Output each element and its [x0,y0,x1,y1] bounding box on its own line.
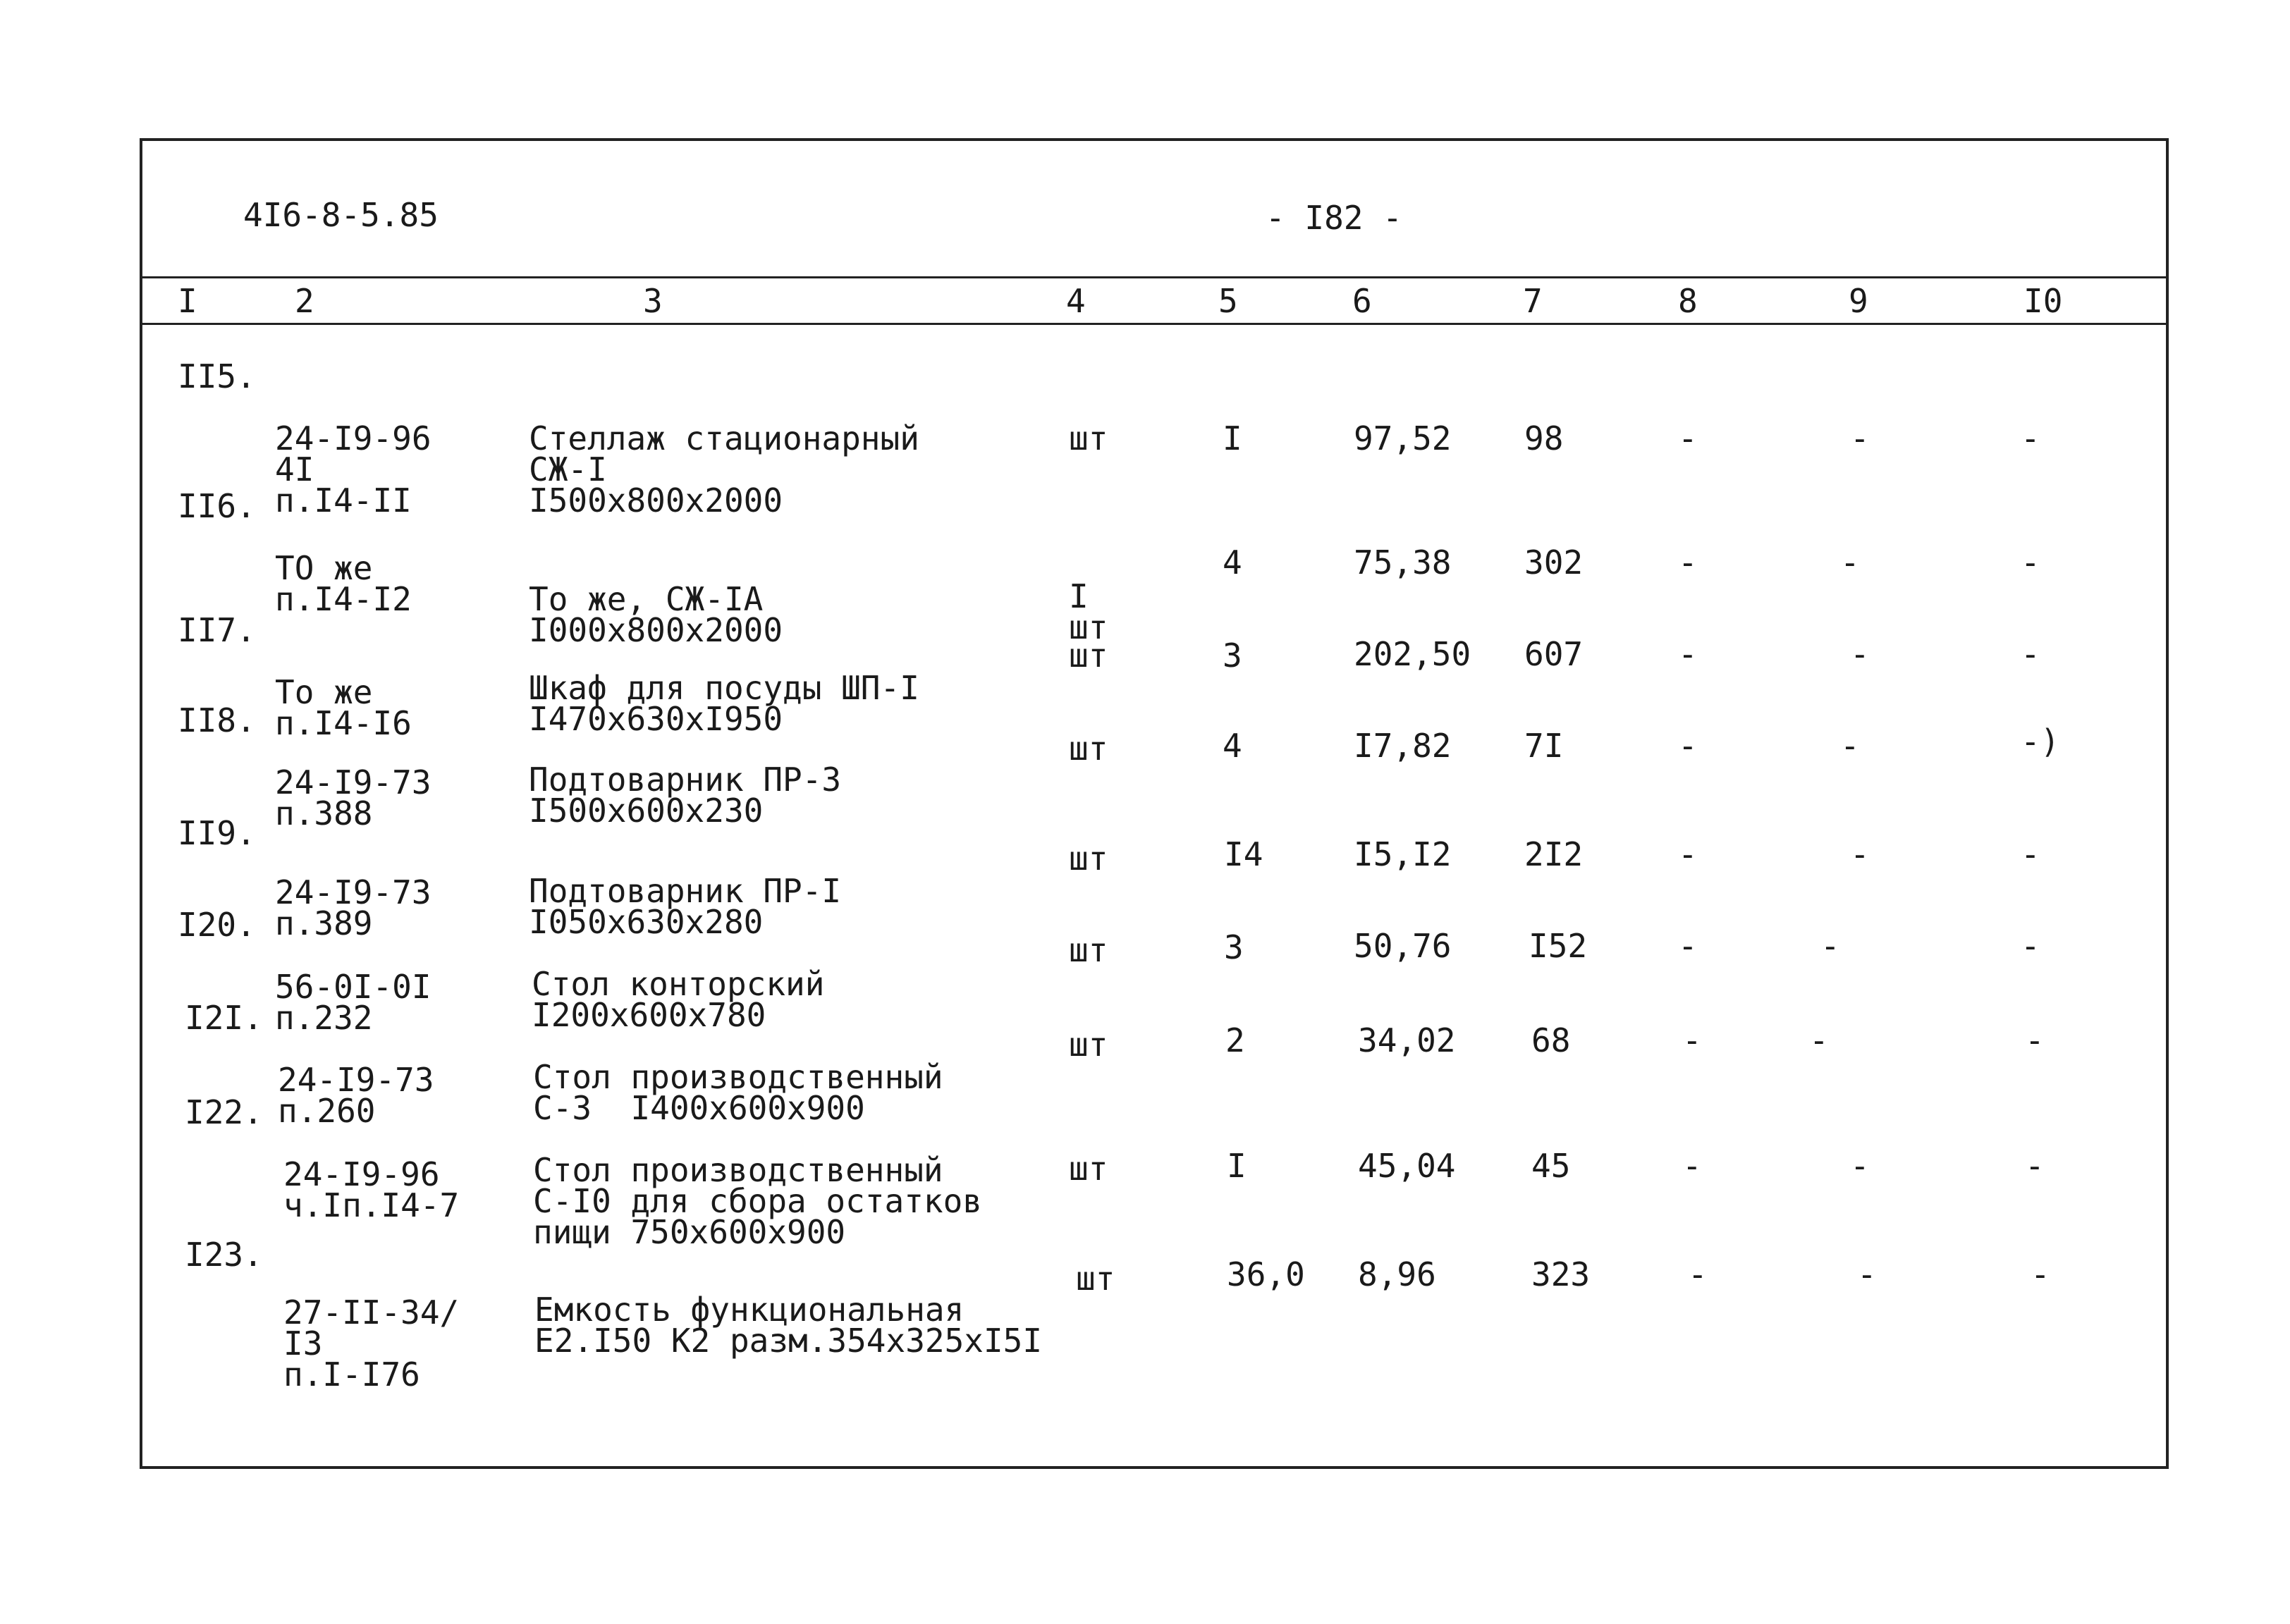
row-unit: шт [1069,931,1108,969]
row-number: I23. [185,1236,263,1274]
row-col10: - [2031,1255,2050,1293]
row-total: 68 [1531,1021,1571,1059]
row-price: 34,02 [1358,1021,1456,1059]
row-col8: - [1688,1255,1708,1293]
row-name: Стеллаж стационарный СЖ-I I500x800x2000 [529,419,919,519]
row-reference: 24-I9-96 4I п.I4-II [275,419,431,519]
row-total: 7I [1524,727,1564,765]
row-number: II5. [178,357,256,395]
row-number: I2I. [185,999,263,1037]
row-name: Шкаф для посуды ШП-I I470x630xI950 [529,669,919,738]
row-quantity: 3 [1224,928,1244,966]
row-name: То же, СЖ-IА I000x800x2000 [529,580,783,649]
row-price: 50,76 [1354,927,1452,965]
row-col10: - [2025,1147,2045,1185]
row-price: I7,82 [1354,727,1452,765]
row-col10: - [2021,835,2040,873]
row-col9: - [1809,1021,1829,1059]
row-price: 8,96 [1358,1255,1436,1293]
col-header-2: 2 [295,282,314,320]
row-reference: 27-II-34/ I3 п.I-I76 [283,1293,460,1394]
row-reference: 24-I9-73 п.388 [275,763,431,832]
row-total: 45 [1531,1147,1571,1185]
col-header-10: I0 [2023,282,2063,320]
row-number: II9. [178,814,256,852]
row-quantity: 2 [1225,1021,1245,1059]
row-unit: шт [1069,730,1108,768]
row-unit: I шт [1069,577,1108,646]
row-col9: - [1840,727,1860,765]
row-col9: - [1857,1255,1877,1293]
row-quantity: I [1223,419,1242,457]
row-price: 97,52 [1354,419,1452,457]
row-reference: 24-I9-96 ч.Iп.I4-7 [283,1155,460,1224]
row-col10: - [2021,635,2040,673]
row-col10: -) [2021,722,2060,761]
row-name: Емкость функциональная Е2.I50 К2 разм.354x325xI5I [534,1291,1043,1360]
col-header-1: I [178,282,197,320]
row-reference: То же п.I4-I6 [275,673,412,742]
row-col9: - [1840,543,1860,582]
row-number: II7. [178,611,256,649]
col-header-9: 9 [1849,282,1868,320]
row-col9: - [1850,419,1870,457]
row-col8: - [1678,635,1698,673]
row-price: 45,04 [1358,1147,1456,1185]
row-col9: - [1820,927,1840,965]
row-unit: шт [1069,419,1108,457]
row-col8: - [1678,927,1698,965]
row-unit: шт [1069,636,1108,675]
row-col10: - [2021,927,2040,965]
row-number: II6. [178,487,256,525]
row-unit: шт [1076,1260,1115,1298]
row-quantity: 36,0 [1227,1255,1305,1293]
row-col10: - [2021,419,2040,457]
row-col9: - [1850,635,1870,673]
row-col9: - [1850,1147,1870,1185]
row-name: Подтоварник ПР-3 I500x600x230 [529,761,842,830]
row-reference: ТО же п.I4-I2 [275,549,412,618]
row-total: 98 [1524,419,1564,457]
row-number: I22. [185,1093,263,1131]
row-quantity: 4 [1223,543,1242,582]
row-quantity: I [1227,1147,1247,1185]
col-header-4: 4 [1066,282,1086,320]
row-col10: - [2025,1021,2045,1059]
page-number: - I82 - [1266,199,1402,237]
row-col8: - [1678,727,1698,765]
col-header-7: 7 [1523,282,1543,320]
row-col8: - [1678,835,1698,873]
row-price: 75,38 [1354,543,1452,582]
column-header-rule [140,323,2166,325]
col-header-3: 3 [643,282,663,320]
row-name: Стол производственный С-I0 для сбора остатков пищи 750x600x900 [533,1151,982,1251]
row-quantity: I4 [1224,835,1263,873]
row-col9: - [1850,835,1870,873]
row-name: Стол производственный С-3 I400x600x900 [533,1058,943,1127]
row-col8: - [1682,1147,1702,1185]
row-number: I20. [178,906,256,944]
row-total: 302 [1524,543,1584,582]
col-header-6: 6 [1352,282,1372,320]
header-rule [140,276,2166,278]
row-total: 2I2 [1524,835,1584,873]
row-col8: - [1682,1021,1702,1059]
row-unit: шт [1069,1150,1108,1188]
row-total: 323 [1531,1255,1591,1293]
row-total: 607 [1524,635,1584,673]
row-quantity: 3 [1223,636,1242,675]
row-price: 202,50 [1354,635,1471,673]
col-header-8: 8 [1678,282,1698,320]
row-total: I52 [1529,927,1588,965]
row-reference: 24-I9-73 п.389 [275,873,431,942]
row-unit: шт [1069,839,1108,878]
row-col10: - [2021,543,2040,582]
col-header-5: 5 [1218,282,1238,320]
row-unit: шт [1069,1026,1108,1064]
row-number: II8. [178,701,256,739]
row-quantity: 4 [1223,727,1242,765]
row-reference: 56-0I-0I п.232 [275,968,431,1037]
row-name: Стол конторский I200x600x780 [532,965,825,1034]
document-code: 4I6-8-5.85 [243,196,439,234]
row-col8: - [1678,543,1698,582]
row-reference: 24-I9-73 п.260 [278,1061,434,1130]
row-price: I5,I2 [1354,835,1452,873]
row-col8: - [1678,419,1698,457]
row-name: Подтоварник ПР-I I050x630x280 [529,872,842,941]
